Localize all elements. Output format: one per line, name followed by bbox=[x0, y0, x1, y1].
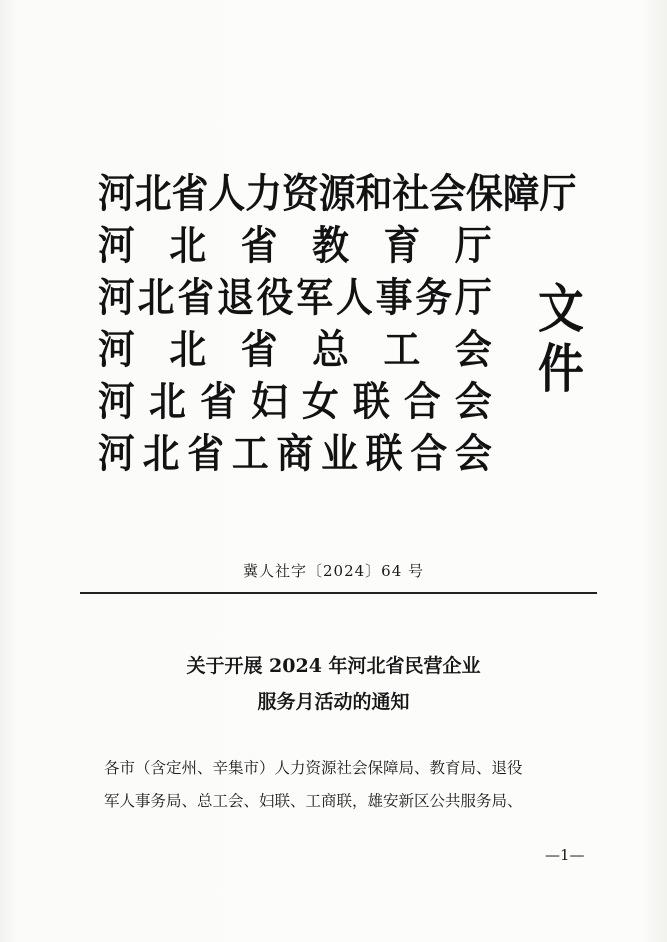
issuer-char: 人 bbox=[335, 275, 373, 321]
issuer-char: 省 bbox=[177, 275, 215, 321]
issuer-char: 河 bbox=[98, 327, 135, 373]
title-line-2: 服务月活动的通知 bbox=[257, 691, 410, 713]
body-line-1: 各市（含定州、辛集市）人力资源社会保障局、教育局、退役 bbox=[104, 759, 523, 777]
issuer-char: 省 bbox=[240, 327, 278, 373]
issuer-char: 军 bbox=[296, 275, 334, 321]
red-header bbox=[98, 168, 638, 478]
issuer-char: 省 bbox=[171, 171, 209, 217]
issuer-line bbox=[98, 428, 492, 480]
issuer-char: 业 bbox=[321, 431, 358, 477]
issuer-char: 会 bbox=[454, 327, 492, 373]
issuer-char: 和 bbox=[355, 171, 393, 217]
issuer-char: 女 bbox=[301, 379, 339, 425]
issuer-char: 北 bbox=[169, 327, 207, 373]
issuer-char: 北 bbox=[169, 223, 207, 269]
issuer-line bbox=[98, 168, 577, 220]
issuer-char: 厅 bbox=[539, 171, 577, 217]
issuer-char: 妇 bbox=[250, 379, 288, 425]
issuer-char: 会 bbox=[454, 431, 492, 477]
header-divider bbox=[80, 592, 597, 594]
issuer-char: 事 bbox=[375, 275, 413, 321]
document-label: 文件 bbox=[538, 280, 586, 400]
issuer-char: 育 bbox=[383, 223, 421, 269]
issuer-line bbox=[98, 376, 492, 428]
issuer-char: 河 bbox=[98, 223, 135, 269]
issuer-char: 工 bbox=[383, 327, 421, 373]
issuer-char: 保 bbox=[466, 171, 503, 217]
issuer-char: 会 bbox=[454, 379, 492, 425]
title-line-1: 关于开展 2024 年河北省民营企业 bbox=[186, 655, 481, 677]
issuer-char: 联 bbox=[365, 431, 403, 477]
issuer-char: 务 bbox=[415, 275, 453, 321]
issuer-char: 教 bbox=[312, 223, 349, 269]
issuer-char: 人 bbox=[208, 171, 246, 217]
issuer-char: 河 bbox=[98, 379, 135, 425]
issuer-char: 北 bbox=[137, 275, 175, 321]
issuer-char: 资 bbox=[282, 171, 319, 217]
issuer-char: 退 bbox=[216, 275, 254, 321]
issuer-char: 厅 bbox=[454, 223, 492, 269]
issuer-char: 役 bbox=[256, 275, 294, 321]
body-line-2: 军人事务局、总工会、妇联、工商联，雄安新区公共服务局、 bbox=[104, 792, 523, 810]
issuer-line bbox=[98, 272, 492, 324]
issuer-char: 省 bbox=[187, 431, 225, 477]
issuer-char: 合 bbox=[410, 431, 448, 477]
issuer-char: 河 bbox=[98, 171, 135, 217]
issuer-char: 北 bbox=[134, 171, 172, 217]
issuer-char: 工 bbox=[231, 431, 269, 477]
issuer-char: 河 bbox=[98, 431, 135, 477]
issuer-char: 厅 bbox=[454, 275, 492, 321]
notice-title bbox=[0, 648, 667, 720]
issuer-line bbox=[98, 220, 492, 272]
issuer-char: 会 bbox=[429, 171, 466, 217]
issuer-char: 力 bbox=[245, 171, 282, 217]
issuer-char: 源 bbox=[318, 171, 356, 217]
issuer-char: 障 bbox=[502, 171, 540, 217]
issuer-char: 省 bbox=[240, 223, 278, 269]
issuer-char: 北 bbox=[142, 431, 180, 477]
issuer-char: 合 bbox=[403, 379, 441, 425]
issuer-char: 北 bbox=[148, 379, 186, 425]
issuer-char: 社 bbox=[392, 171, 430, 217]
issuer-char: 总 bbox=[312, 327, 349, 373]
page-number: —1— bbox=[545, 846, 585, 864]
document-number: 冀人社字〔2024〕64 号 bbox=[242, 562, 425, 580]
issuer-char: 商 bbox=[276, 431, 314, 477]
issuer-char: 联 bbox=[352, 379, 390, 425]
issuer-char: 河 bbox=[98, 275, 135, 321]
issuer-char: 省 bbox=[199, 379, 237, 425]
issuer-line bbox=[98, 324, 492, 376]
addressee-paragraph bbox=[104, 752, 604, 818]
